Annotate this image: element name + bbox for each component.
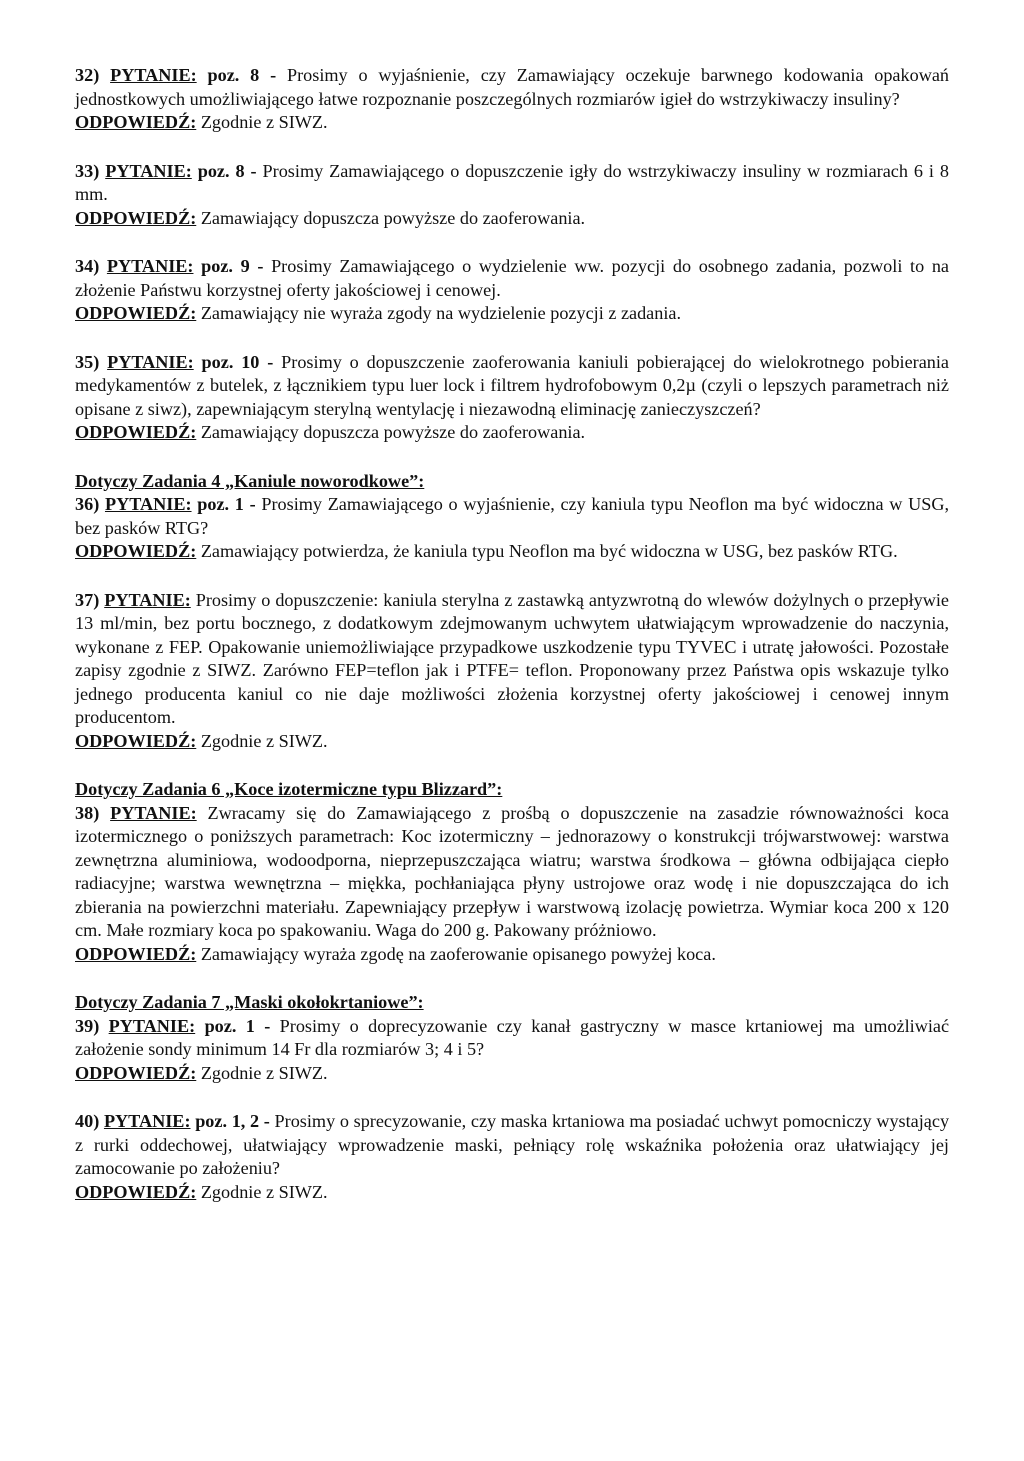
answer-text: Zamawiający wyraża zgodę na zaoferowanie opisanego powyżej koca. (200, 943, 716, 964)
question-text: Prosimy o dopuszczenie zaoferowania kaniuli pobierającej do wielokrotnego pobierania medykamentów z butelek, z łącznikiem typu luer lock i filtrem hydrofobowym 0,2µ (czyli o lepszych parametrach niż opisane z siwz), zapewniającym sterylną wentylację i niezawodną eliminację zanieczyszczeń? (75, 351, 950, 419)
question-text: Prosimy o doprecyzowanie czy kanał gastryczny w masce krtaniowej ma umożliwiać założenie sondy minimum 14 Fr dla rozmiarów 3; 4 i 5? (75, 1015, 950, 1059)
answer-paragraph (75, 1181, 949, 1205)
question-label: PYTANIE: (106, 256, 194, 276)
section-heading: Dotyczy Zadania 4 „Kaniule noworodkowe”: (75, 470, 425, 491)
question-number: 35) (75, 351, 100, 372)
question-label: PYTANIE: (108, 1015, 196, 1036)
answer-text: Zamawiający dopuszcza powyższe do zaoferowania. (200, 207, 586, 228)
section-heading: Dotyczy Zadania 6 „Koce izotermiczne typu Blizzard”: (75, 779, 503, 799)
question-label: PYTANIE: (103, 1111, 191, 1131)
answer-label: ODPOWIEDŹ: (75, 303, 197, 323)
question-text: Prosimy Zamawiającego o wyjaśnienie, czy kaniula typu Neoflon ma być widoczna w USG, bez pasków RTG? (75, 494, 950, 538)
question-text: Zwracamy się do Zamawiającego z prośbą o dopuszczenie na zasadzie równoważności koca izotermicznego o poniższych parametrach: Koc izotermiczny – jednorazowy o konstrukcji trójwarstwowej: warstwa zewnętrzna aluminiowa, wodoodporna, nieprzepuszczająca wiatru; warstwa środkowa – główna odbijająca ciepło radiacyjne; warstwa wewnętrzna – miękka, pochłaniająca płyny ustrojowe oraz wodę i nie dopuszczająca do ich zbierania na powierzchni materiału. Zapewniający przepływ i warstwową izolację powietrza. Wymiar koca 200 x 120 cm. Małe rozmiary koca po spakowaniu. Waga do 200 g. Pakowany próżniowo. (75, 802, 950, 940)
question-number: 40) (75, 1111, 100, 1131)
qa-item-37 (75, 589, 949, 754)
answer-label: ODPOWIEDŹ: (75, 943, 197, 964)
answer-paragraph (75, 943, 949, 967)
qa-item-34 (75, 255, 949, 326)
qa-item-32 (75, 64, 949, 135)
position-ref: poz. 1, 2 - (195, 1111, 270, 1131)
answer-label: ODPOWIEDŹ: (75, 541, 197, 561)
question-text: Prosimy Zamawiającego o dopuszczenie igły do wstrzykiwaczy insuliny w rozmiarach 6 i 8 mm. (75, 160, 950, 204)
answer-label: ODPOWIEDŹ: (75, 1181, 197, 1202)
answer-text: Zgodnie z SIWZ. (200, 112, 328, 132)
position-ref: poz. 1 - (204, 1015, 271, 1036)
position-ref: poz. 9 - (201, 256, 264, 276)
answer-paragraph (75, 207, 949, 231)
question-number: 38) (75, 802, 100, 823)
question-paragraph (75, 255, 949, 302)
question-number: 39) (75, 1015, 100, 1036)
question-paragraph (75, 160, 949, 207)
answer-text: Zamawiający dopuszcza powyższe do zaoferowania. (200, 422, 586, 442)
answer-text: Zgodnie z SIWZ. (200, 1062, 328, 1083)
question-label: PYTANIE: (105, 160, 192, 181)
question-paragraph (75, 351, 949, 422)
question-paragraph (75, 1015, 949, 1062)
answer-paragraph (75, 111, 949, 135)
qa-item-33 (75, 160, 949, 231)
question-label: PYTANIE: (110, 802, 197, 823)
answer-text: Zgodnie z SIWZ. (200, 730, 328, 751)
question-number: 37) (75, 589, 100, 610)
question-paragraph (75, 64, 949, 111)
question-label: PYTANIE: (110, 65, 197, 85)
answer-label: ODPOWIEDŹ: (75, 422, 197, 442)
position-ref: poz. 8 - (197, 160, 257, 181)
answer-paragraph (75, 730, 949, 754)
question-text: Prosimy o dopuszczenie: kaniula sterylna z zastawką antyzwrotną do wlewów dożylnych o przepływie 13 ml/min, bez portu bocznego, z dodatkowym zdejmowanym uchwytem ułatwiającym wprowadzenie do naczynia, wykonane z FEP. Opakowanie uniemożliwiające przypadkowe uszkodzenie typu TYVEC i utratę jałowości. Pozostałe zapisy zgodnie z SIWZ. Zarówno FEP=teflon jak i PTFE= teflon. Proponowany przez Państwa opis wskazuje tylko jednego producenta kaniul co nie daje możliwości złożenia korzystnej oferty jakościowej i cenowej innym producentom. (75, 589, 949, 727)
question-label: PYTANIE: (104, 589, 191, 610)
question-paragraph (75, 589, 949, 730)
position-ref: poz. 8 - (207, 65, 277, 85)
question-paragraph (75, 493, 949, 540)
question-paragraph (75, 1110, 949, 1181)
question-number: 36) (75, 494, 100, 514)
answer-text: Zamawiający potwierdza, że kaniula typu Neoflon ma być widoczna w USG, bez pasków RTG. (200, 541, 898, 561)
question-text: Prosimy o sprecyzowanie, czy maska krtaniowa ma posiadać uchwyt pomocniczy wystający z rurki oddechowej, ułatwiający wprowadzenie maski, pełniący rolę wskaźnika położenia oraz ułatwiający jej zamocowanie po założeniu? (75, 1111, 950, 1178)
answer-paragraph (75, 1062, 949, 1086)
answer-label: ODPOWIEDŹ: (75, 112, 197, 132)
section-heading: Dotyczy Zadania 7 „Maski okołokrtaniowe”: (75, 992, 424, 1012)
answer-label: ODPOWIEDŹ: (75, 730, 197, 751)
question-number: 32) (75, 65, 100, 85)
answer-paragraph (75, 421, 949, 445)
question-text: Prosimy Zamawiającego o wydzielenie ww. pozycji do osobnego zadania, pozwoli to na złożenie Państwu korzystnej oferty jakościowej i cenowej. (75, 256, 949, 300)
question-text: Prosimy o wyjaśnienie, czy Zamawiający oczekuje barwnego kodowania opakowań jednostkowych umożliwiającego łatwe rozpoznanie poszczególnych rozmiarów igieł do wstrzykiwaczy insuliny? (75, 65, 949, 109)
position-ref: poz. 1 - (197, 494, 256, 514)
question-label: PYTANIE: (104, 494, 192, 514)
section-7 (75, 991, 949, 1085)
answer-label: ODPOWIEDŹ: (75, 207, 197, 228)
answer-text: Zgodnie z SIWZ. (200, 1181, 328, 1202)
question-number: 34) (75, 256, 100, 276)
question-number: 33) (75, 160, 100, 181)
qa-item-40 (75, 1110, 949, 1204)
answer-paragraph (75, 540, 949, 564)
question-label: PYTANIE: (107, 351, 194, 372)
position-ref: poz. 10 - (201, 351, 274, 372)
answer-text: Zamawiający nie wyraża zgody na wydzielenie pozycji z zadania. (200, 303, 682, 323)
question-paragraph (75, 802, 949, 943)
answer-label: ODPOWIEDŹ: (75, 1062, 197, 1083)
section-6 (75, 778, 949, 966)
answer-paragraph (75, 302, 949, 326)
qa-item-35 (75, 351, 949, 445)
section-4 (75, 470, 949, 564)
